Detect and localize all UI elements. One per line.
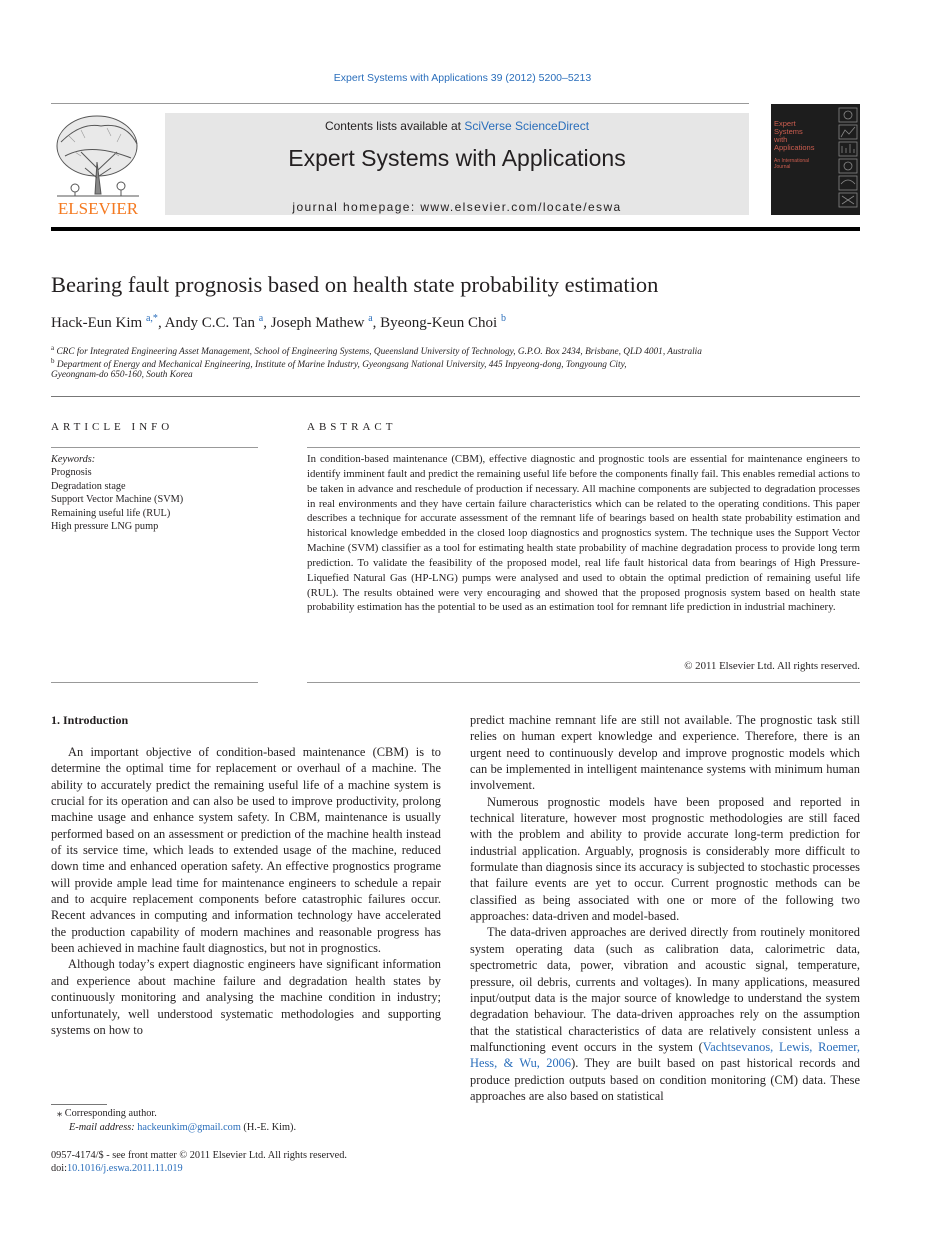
affiliation-b: $^b$ Department of Energy and Mechanical Engineering, Institute of Marine Industry, Gyeongsang National University, 445 Inpyeong-dong, Tongyoung City,: [51, 357, 627, 371]
author-name: Hack-Eun Kim: [51, 315, 143, 331]
author-affiliation-mark[interactable]: a: [368, 313, 373, 324]
body-column-left: [51, 744, 441, 1038]
header-divider: [51, 103, 749, 104]
body-column-right: [470, 712, 860, 1104]
article-info-heading: ARTICLE INFO: [51, 421, 174, 433]
svg-text:An International: An International: [774, 158, 810, 164]
author-affiliation-mark[interactable]: a,*: [145, 313, 158, 324]
svg-text:with: with: [774, 135, 788, 144]
contents-prefix: Contents lists available at: [324, 119, 465, 133]
keyword: Support Vector Machine (SVM): [51, 494, 184, 506]
header-thick-rule: [51, 227, 860, 231]
section-heading: 1. Introduction: [51, 713, 129, 727]
keyword: Remaining useful life (RUL): [51, 507, 171, 519]
elsevier-tree-icon: [51, 112, 145, 218]
email-label: E-mail address:: [69, 1122, 138, 1133]
svg-text:Applications: Applications: [774, 143, 815, 152]
article-info-rule-bottom: [51, 682, 258, 683]
email-note: E-mail address: hackeunkim@gmail.com (H.-E. Kim).: [69, 1122, 297, 1133]
abstract-heading: ABSTRACT: [307, 421, 397, 433]
keyword: Degradation stage: [51, 480, 126, 492]
journal-name: Expert Systems with Applications: [288, 145, 626, 171]
body-paragraph: predict machine remnant life are still not available. The prognostic task still relies on human expert knowledge and experience. Therefore, there is an urgent need to continuously develop and improve prognostic models which can be implemented in intelligent maintenance systems with minimum human involvement.: [470, 713, 860, 793]
affiliation-divider: [51, 396, 860, 397]
sciencedirect-link[interactable]: SciVerse ScienceDirect: [464, 119, 590, 133]
abstract-rule: [307, 447, 860, 448]
article-info-rule: [51, 447, 258, 448]
affiliation-b-cont: Gyeongnam-do 650-160, South Korea: [51, 370, 193, 380]
contents-line: [165, 119, 749, 133]
front-matter: 0957-4174/$ - see front matter © 2011 Elsevier Ltd. All rights reserved.: [51, 1150, 347, 1161]
elsevier-wordmark: ELSEVIER: [57, 199, 139, 218]
abstract-copyright: © 2011 Elsevier Ltd. All rights reserved.: [684, 660, 860, 672]
affiliation-a: $^a$ CRC for Integrated Engineering Asset Management, School of Engineering Systems, Queensland University of Technology, G.P.O. Box 2434, Brisbane, QLD 4001, Australia: [51, 344, 702, 358]
svg-text:Expert: Expert: [774, 119, 796, 128]
journal-reference-link[interactable]: Expert Systems with Applications 39 (2012) 5200–5213: [333, 72, 592, 84]
author-affiliation-mark[interactable]: b: [500, 313, 506, 324]
abstract-text: In condition-based maintenance (CBM), effective diagnostic and prognostic tools are essential for maintenance engineers to identify imminent fault and predict the remaining useful life before the components finally fail. This enables remedial actions to be taken in advance and reschedule of production if necessary. All machine components are subjected to degradation processes in real environments and they have certain failure characteristics which can be related to the operating conditions. This paper describes a technique for accurate assessment of the remnant life of bearings based on health state probability estimation and historical knowledge embedded in the closed loop diagnostics and prognostics system. The technique uses the Support Vector Machine (SVM) classifier as a tool for estimating health state probability of machine degradation process to provide long term prediction. To validate the feasibility of the proposed model, real life fault historical data from bearings of High Pressure-Liquefied Natural Gas (HP-LNG) pumps were analysed and used to obtain the optimal prediction of remaining useful life (RUL). The results obtained were very encouraging and showed that the proposed prognosis system based on health state probability estimation has the potential to be used as an estimation tool for remnant life prediction in industrial machinery.: [307, 453, 860, 614]
svg-text:Systems: Systems: [774, 127, 803, 136]
journal-cover-image: [771, 104, 860, 215]
keywords-label: Keywords:: [51, 454, 96, 465]
article-title: Bearing fault prognosis based on health state probability estimation: [51, 272, 659, 297]
journal-banner: [165, 113, 749, 215]
citation-link[interactable]: Vachtsevanos, Lewis, Roemer, Hess, & Wu, 2006: [470, 1039, 860, 1071]
body-paragraph: The data-driven approaches are derived directly from routinely monitored system operating data (such as calibration data, calorimetric data, spectrometric data, power, vibration and acoustic signal, temperature, pressure, oil debris, currents and voltages). In many applications, measured input/output data is the major source of knowledge to understand the system degradation behaviour. The data-driven approaches rely on the assumption that the statistical characteristics of data are relatively consistent unless a malfunctioning event occurs in the system (Vachtsevanos, Lewis, Roemer, Hess, & Wu, 2006). They are built based on past historical records and produce prediction outputs based on condition monitoring (CM) data. These approaches are also based on statistical: [470, 925, 860, 1103]
author-name: Joseph Mathew: [270, 315, 365, 331]
author-name: Andy C.C. Tan: [164, 315, 255, 331]
footnote-divider: [51, 1104, 107, 1105]
author-affiliation-mark[interactable]: a: [258, 313, 264, 324]
elsevier-logo: [51, 112, 145, 218]
doi-line: doi:10.1016/j.eswa.2011.11.019: [51, 1163, 183, 1174]
svg-text:Journal: Journal: [774, 164, 791, 170]
body-paragraph: Although today’s expert diagnostic engineers have significant information and experience about machine failure and degradation health states by continuously monitoring and analysing the machine condition in industry; unfortunately, well understood systematic methodologies and supporting systems on how to: [51, 957, 441, 1037]
author-name: Byeong-Keun Choi: [380, 315, 498, 331]
doi-link[interactable]: 10.1016/j.eswa.2011.11.019: [67, 1163, 183, 1174]
corresponding-author-note: ⁎ Corresponding author.: [57, 1108, 157, 1119]
journal-homepage[interactable]: journal homepage: www.elsevier.com/locate/eswa: [292, 200, 622, 214]
abstract-rule-bottom: [307, 682, 860, 683]
body-paragraph: Numerous prognostic models have been proposed and reported in technical literature, however most prognostic methodologies are still faced with the problem and ability to provide accurate long-term prediction for industrial application. Arguably, prognosis is considerably more difficult to formulate than diagnosis since its accuracy is subjected to stochastic processes that failure events are yet to occur. Current prognostic methods can be classified as being associated with one or more of the following two approaches: data-driven and model-based.: [470, 794, 860, 924]
author-list: Hack-Eun Kim $^{a,*}$, Andy C.C. Tan $^a$, Joseph Mathew $^a$, Byeong-Keun Choi $^b$: [51, 313, 506, 331]
keywords-block: [51, 453, 183, 533]
body-paragraph: An important objective of condition-based maintenance (CBM) is to determine the optimal time for replacement or overhaul of a machine. The ability to accurately predict the remaining useful life of a machine system is crucial for its operation and can also be used to improve productivity, prolong machine usage and enhance system safety. In CBM, maintenance is usually performed based on an assessment or prediction of the machine health instead of its service time, which leads to extended usage of the machine, reduced down time and enhanced operation safety. An effective prognostics programe will provide ample lead time for maintenance engineers to schedule a repair and to acquire replacement components before catastrophic failures occur. Recent advances in computing and information technology have accelerated the production capability of modern machines and reasonable progress has been achieved in machine fault diagnostics, but not in prognostics.: [51, 745, 441, 956]
keyword: High pressure LNG pump: [51, 521, 159, 533]
keyword: Prognosis: [51, 467, 92, 479]
email-link[interactable]: hackeunkim@gmail.com: [137, 1122, 241, 1133]
